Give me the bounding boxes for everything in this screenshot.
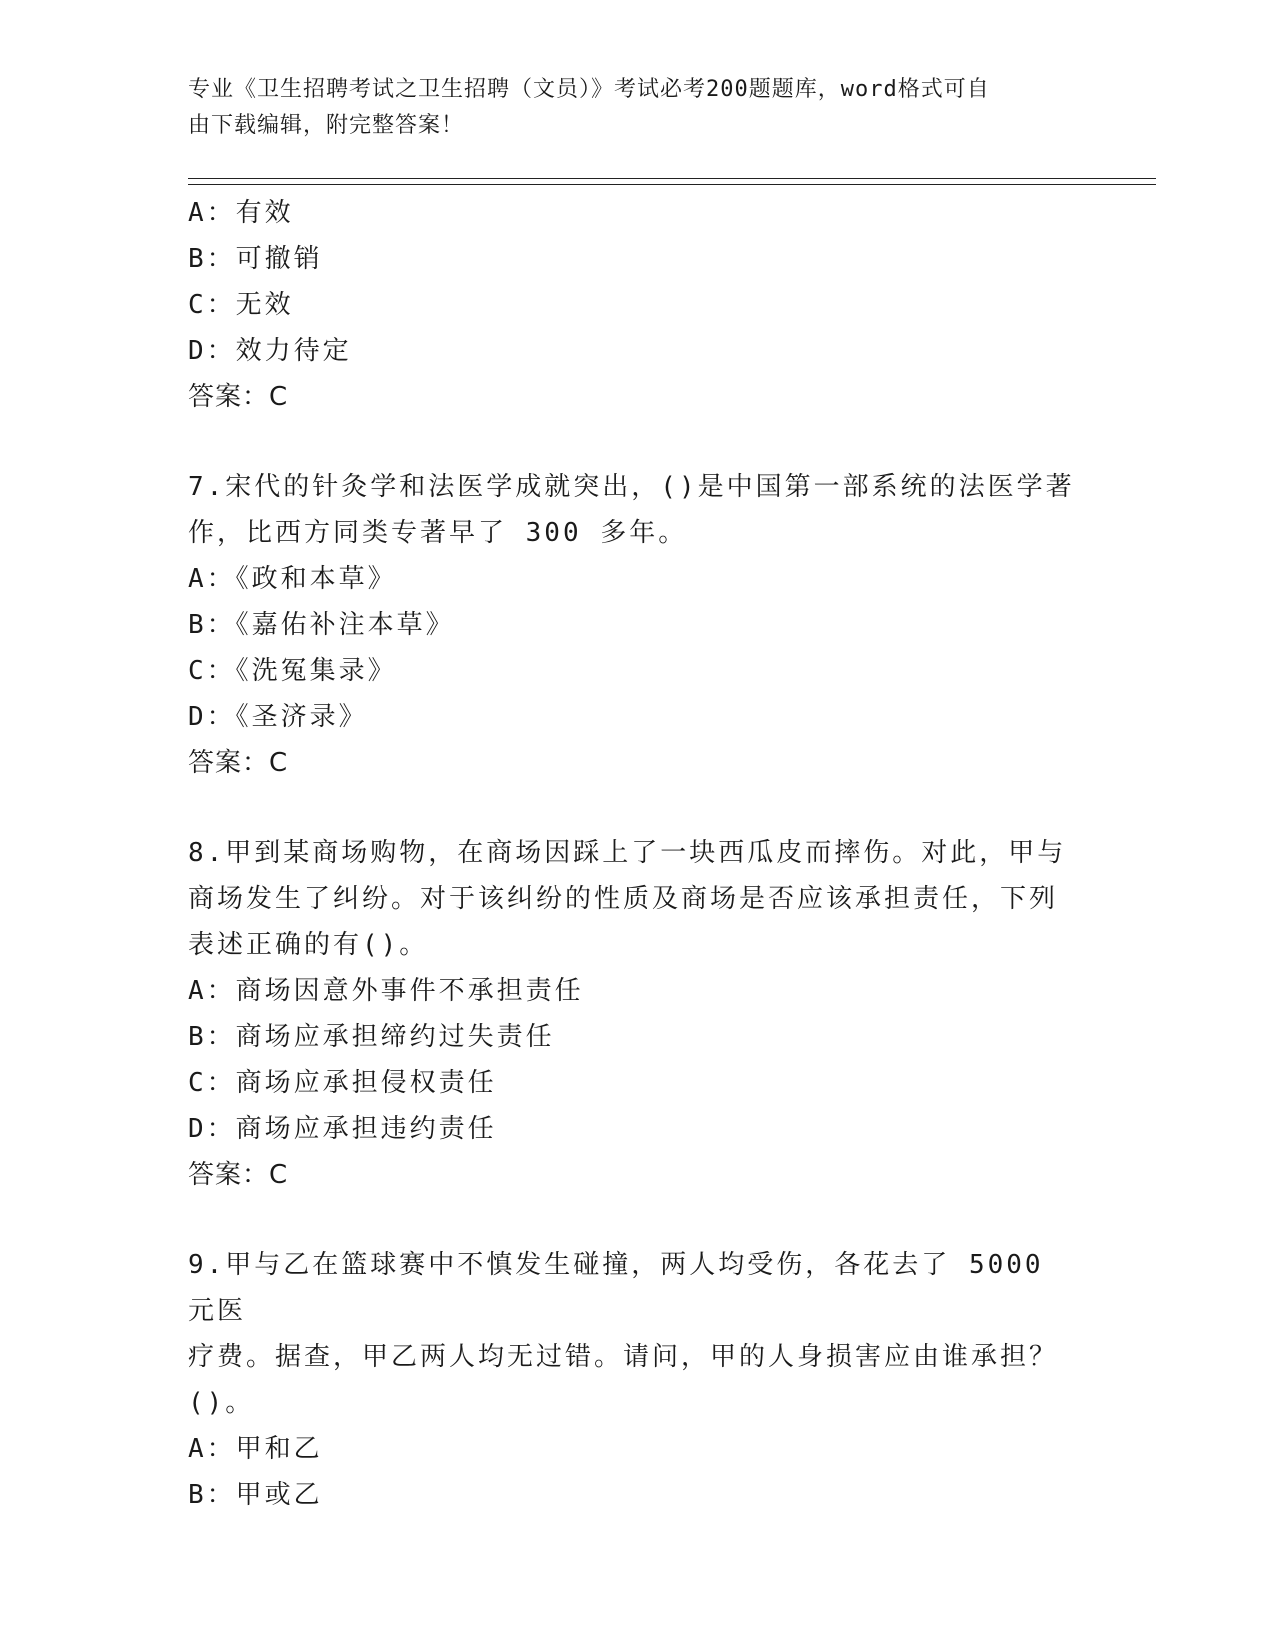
question-stem (188, 464, 1078, 556)
option-b: B：甲或乙 (188, 1480, 323, 1510)
header-title-line-2: 由下载编辑，附完整答案！ (188, 113, 465, 138)
stem-line: 7.宋代的针灸学和法医学成就突出，()是中国第一部系统的法医学著 (188, 472, 1075, 502)
header-rule-top (188, 178, 1156, 179)
question-stem (188, 830, 1078, 968)
stem-line: 8.甲到某商场购物，在商场因踩上了一块西瓜皮而摔伤。对此，甲与 (188, 838, 1067, 868)
header-title-line-1: 专业《卫生招聘考试之卫生招聘（文员）》考试必考200题题库，word格式可自 (188, 77, 990, 102)
document-body (188, 190, 1088, 1518)
option-b: B：可撤销 (188, 244, 323, 274)
option-a: A：《政和本草》 (188, 564, 397, 594)
question-stem (188, 1242, 1078, 1426)
question-7 (188, 464, 1088, 786)
stem-line: 作，比西方同类专著早了 300 多年。 (188, 518, 688, 548)
option-c: C：《洗冤集录》 (188, 656, 397, 686)
stem-line: ()。 (188, 1388, 255, 1418)
question-9 (188, 1242, 1088, 1518)
option-c: C：无效 (188, 290, 294, 320)
option-d: D：《圣济录》 (188, 702, 368, 732)
header-rule-bottom (188, 184, 1156, 185)
question-8 (188, 830, 1088, 1198)
stem-line: 表述正确的有()。 (188, 930, 429, 960)
stem-line: 商场发生了纠纷。对于该纠纷的性质及商场是否应该承担责任，下列 (188, 884, 1059, 914)
answer-line: 答案：C (188, 748, 289, 778)
option-b: B：商场应承担缔约过失责任 (188, 1022, 555, 1052)
question-6 (188, 190, 1088, 420)
answer-line: 答案：C (188, 382, 289, 412)
option-d: D：效力待定 (188, 336, 352, 366)
stem-line: 疗费。据查，甲乙两人均无过错。请问，甲的人身损害应由谁承担？ (188, 1342, 1059, 1372)
option-a: A：商场因意外事件不承担责任 (188, 976, 584, 1006)
option-c: C：商场应承担侵权责任 (188, 1068, 497, 1098)
document-header (188, 72, 1068, 144)
option-d: D：商场应承担违约责任 (188, 1114, 497, 1144)
option-a: A：有效 (188, 198, 294, 228)
option-b: B：《嘉佑补注本草》 (188, 610, 455, 640)
option-a: A：甲和乙 (188, 1434, 323, 1464)
answer-line: 答案：C (188, 1160, 289, 1190)
stem-line: 9.甲与乙在篮球赛中不慎发生碰撞，两人均受伤，各花去了 5000 元医 (188, 1250, 1044, 1326)
